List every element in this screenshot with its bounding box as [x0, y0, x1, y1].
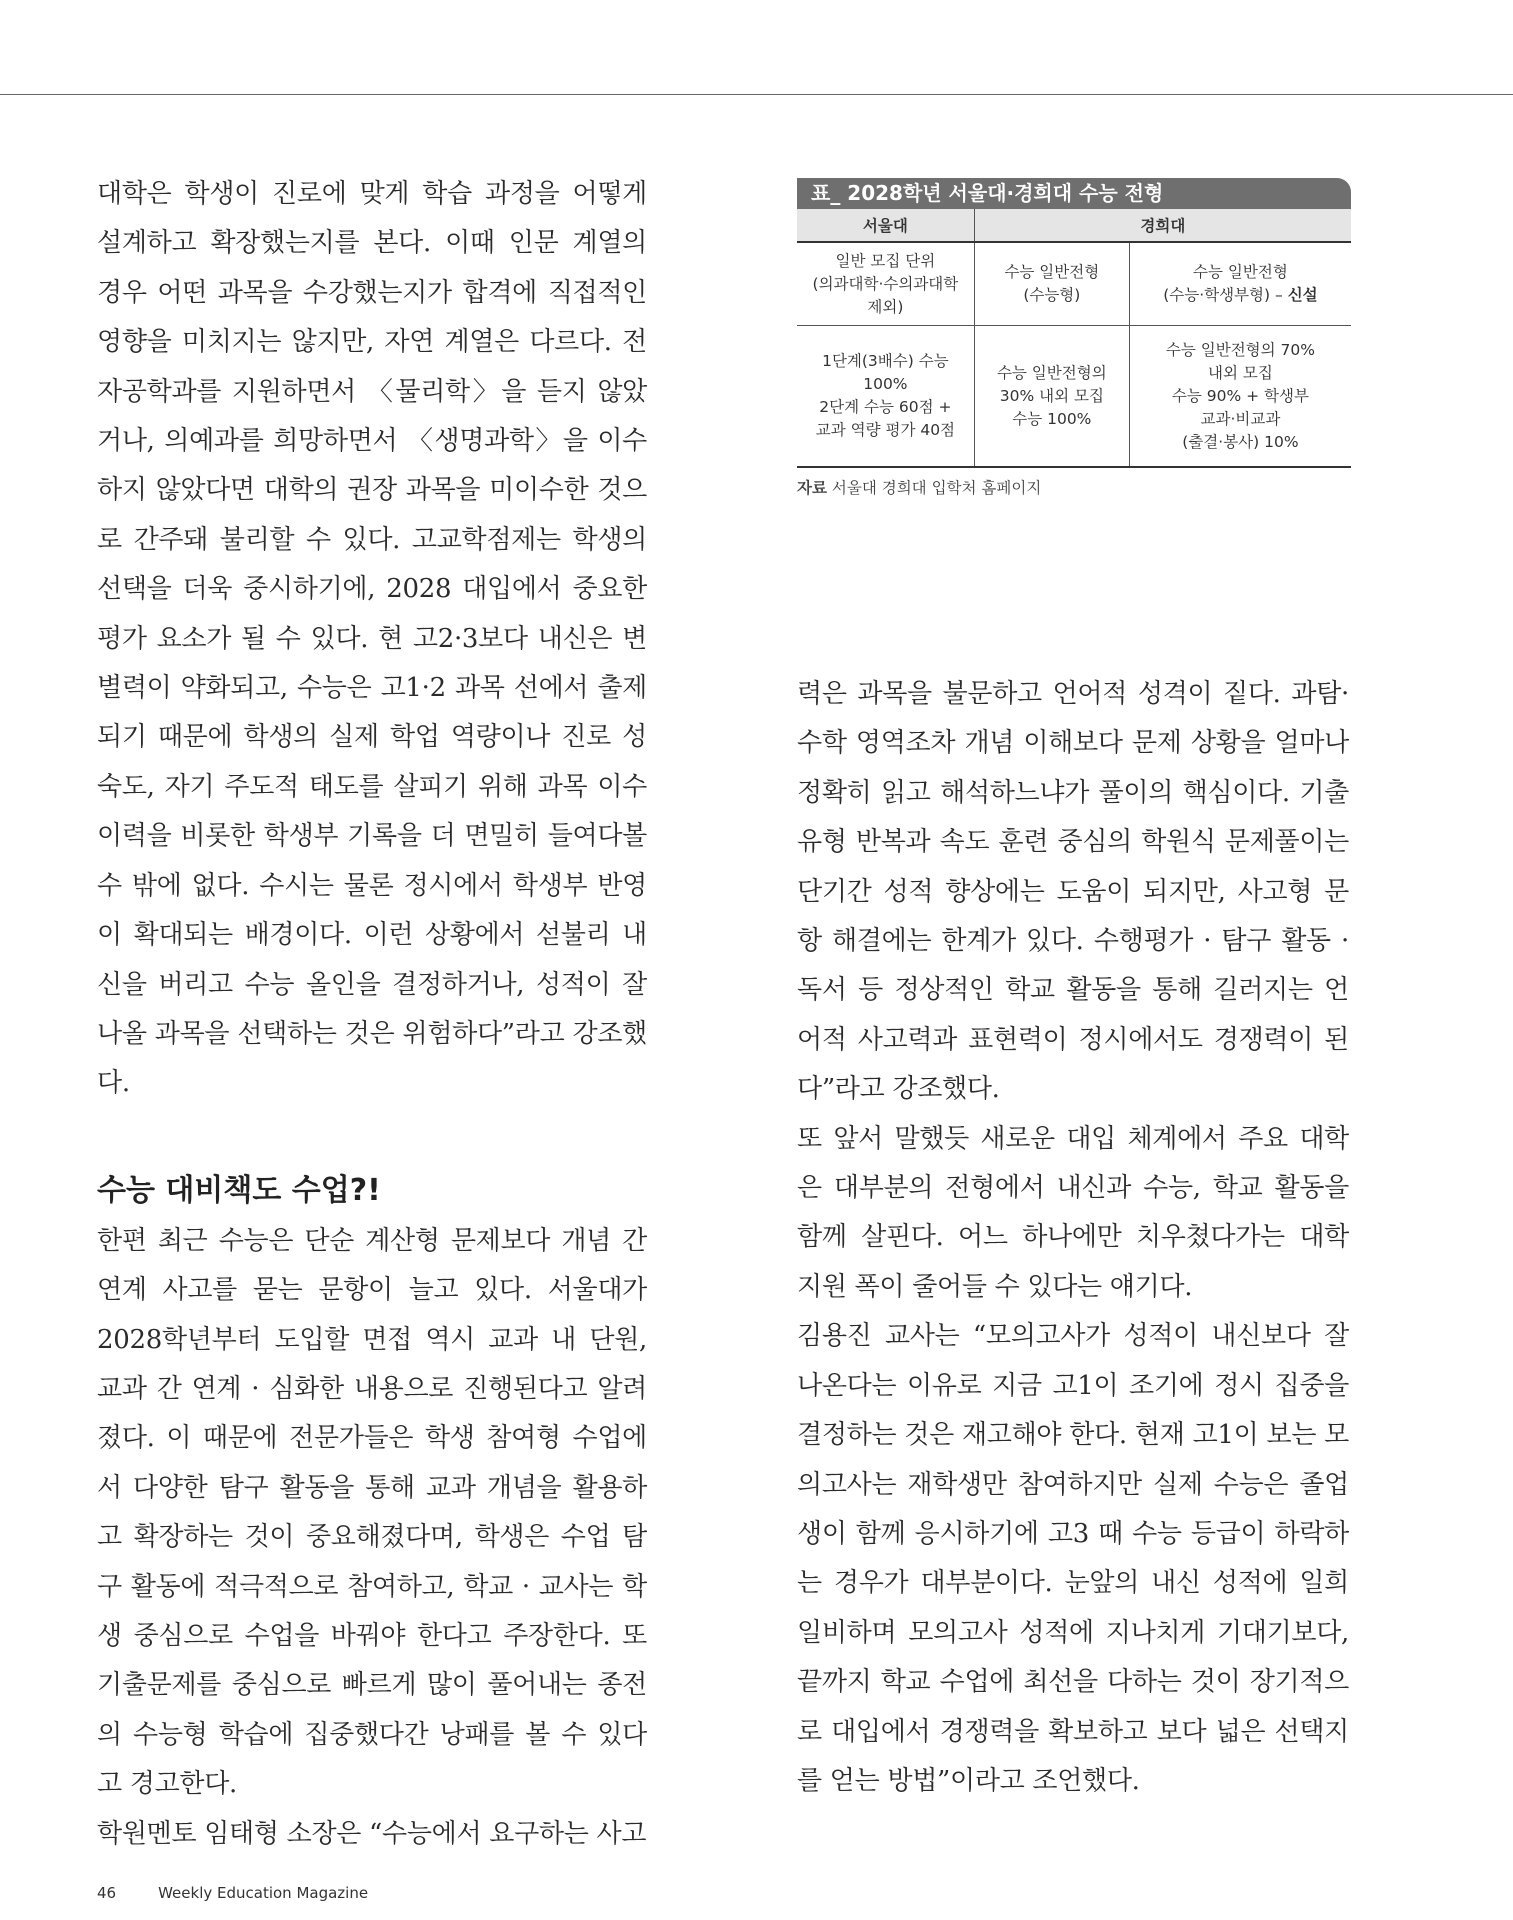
body-paragraph: 김용진 교사는 “모의고사가 성적이 내신보다 잘 나온다는 이유로 지금 고1이 조기에 정시 집중을 결정하는 것은 재고해야 한다. 현재 고1이 보는 모의고사는 재학생만 참여하지만 실제 수능은 졸업생이 함께 응시하기에 고3 때 수능 등급이 하락하는 경우가 대부분이다. 눈앞의 내신 성적에 일희일비하며 모의고사 성적에 지나치게 기대기보다, 끝까지 학교 수업에 최선을 다하는 것이 장기적으로 대입에서 경쟁력을 확보하고 보다 넓은 선택지를 얻는 방법”이라고 조언했다.: [797, 1321, 1349, 1796]
body-paragraph: 력은 과목을 불문하고 언어적 성격이 짙다. 과탐·수학 영역조차 개념 이해보다 문제 상황을 얼마나 정확히 읽고 해석하느냐가 풀이의 핵심이다. 기출 유형 반복과 속도 훈련 중심의 학원식 문제풀이는 단기간 성적 향상에는 도움이 되지만, 사고형 문항 해결에는 한계가 있다. 수행평가 · 탐구 활동 · 독서 등 정상적인 학교 활동을 통해 길러지는 언어적 사고력과 표현력이 정시에서도 경쟁력이 된다”라고 강조했다.: [797, 679, 1349, 1105]
table-cell: 수능 일반전형 (수능형): [974, 242, 1129, 326]
left-column: [97, 170, 647, 1859]
cell-text: 수능 일반전형 (수능·학생부형) –: [1163, 263, 1288, 304]
table-cell: 수능 일반전형의 30% 내외 모집 수능 100%: [974, 326, 1129, 468]
page-number: 46: [97, 1884, 117, 1902]
magazine-name: Weekly Education Magazine: [158, 1884, 369, 1902]
table-cell: 일반 모집 단위 (의과대학·수의과대학 제외): [797, 242, 974, 326]
table-source: [797, 476, 1351, 498]
table-title: 표_ 2028학년 서울대·경희대 수능 전형: [797, 178, 1351, 209]
table-grid: [797, 209, 1351, 468]
body-paragraph: 학원멘토 임태형 소장은 “수능에서 요구하는 사고: [97, 1818, 647, 1849]
table-cell: [1129, 242, 1351, 326]
table-row: [797, 242, 1351, 326]
table-header-khu: 경희대: [974, 209, 1351, 242]
admission-table: [797, 178, 1351, 498]
right-column: [797, 670, 1349, 1806]
table-header-snu: 서울대: [797, 209, 974, 242]
table-cell: 수능 일반전형의 70% 내외 모집 수능 90% + 학생부 교과·비교과 (출결·봉사) 10%: [1129, 326, 1351, 468]
section-heading: 수능 대비책도 수업?!: [97, 1172, 381, 1208]
page-footer: [97, 1884, 410, 1902]
new-label: 신설: [1287, 286, 1318, 304]
table-cell: 1단계(3배수) 수능 100% 2단계 수능 60점 + 교과 역량 평가 40점: [797, 326, 974, 468]
table-row: [797, 326, 1351, 468]
top-rule: [0, 94, 1513, 95]
source-label: 자료: [797, 479, 827, 497]
source-text: 서울대 경희대 입학처 홈페이지: [826, 479, 1042, 497]
body-paragraph: 또 앞서 말했듯 새로운 대입 체계에서 주요 대학은 대부분의 전형에서 내신과 수능, 학교 활동을 함께 살핀다. 어느 하나에만 치우쳤다가는 대학 지원 폭이 줄어들 수 있다는 얘기다.: [797, 1123, 1349, 1302]
body-paragraph: 대학은 학생이 진로에 맞게 학습 과정을 어떻게 설계하고 확장했는지를 본다. 이때 인문 계열의 경우 어떤 과목을 수강했는지가 합격에 직접적인 영향을 미치지는 않지만, 자연 계열은 다르다. 전자공학과를 지원하면서 〈물리학〉을 듣지 않았거나, 의예과를 희망하면서 〈생명과학〉을 이수하지 않았다면 대학의 권장 과목을 미이수한 것으로 간주돼 불리할 수 있다. 고교학점제는 학생의 선택을 더욱 중시하기에, 2028 대입에서 중요한 평가 요소가 될 수 있다. 현 고2·3보다 내신은 변별력이 약화되고, 수능은 고1·2 과목 선에서 출제되기 때문에 학생의 실제 학업 역량이나 진로 성숙도, 자기 주도적 태도를 살피기 위해 과목 이수 이력을 비롯한 학생부 기록을 더 면밀히 들여다볼 수 밖에 없다. 수시는 물론 정시에서 학생부 반영이 확대되는 배경이다. 이런 상황에서 섣불리 내신을 버리고 수능 올인을 결정하거나, 성적이 잘 나올 과목을 선택하는 것은 위험하다”라고 강조했다.: [97, 179, 647, 1099]
body-paragraph: 한편 최근 수능은 단순 계산형 문제보다 개념 간 연계 사고를 묻는 문항이 늘고 있다. 서울대가 2028학년부터 도입할 면접 역시 교과 내 단원, 교과 간 연계 · 심화한 내용으로 진행된다고 알려졌다. 이 때문에 전문가들은 학생 참여형 수업에서 다양한 탐구 활동을 통해 교과 개념을 활용하고 확장하는 것이 중요해졌다며, 학생은 수업 탐구 활동에 적극적으로 참여하고, 학교 · 교사는 학생 중심으로 수업을 바꿔야 한다고 주장한다. 또 기출문제를 중심으로 빠르게 많이 풀어내는 종전의 수능형 학습에 집중했다간 낭패를 볼 수 있다고 경고한다.: [97, 1225, 647, 1800]
